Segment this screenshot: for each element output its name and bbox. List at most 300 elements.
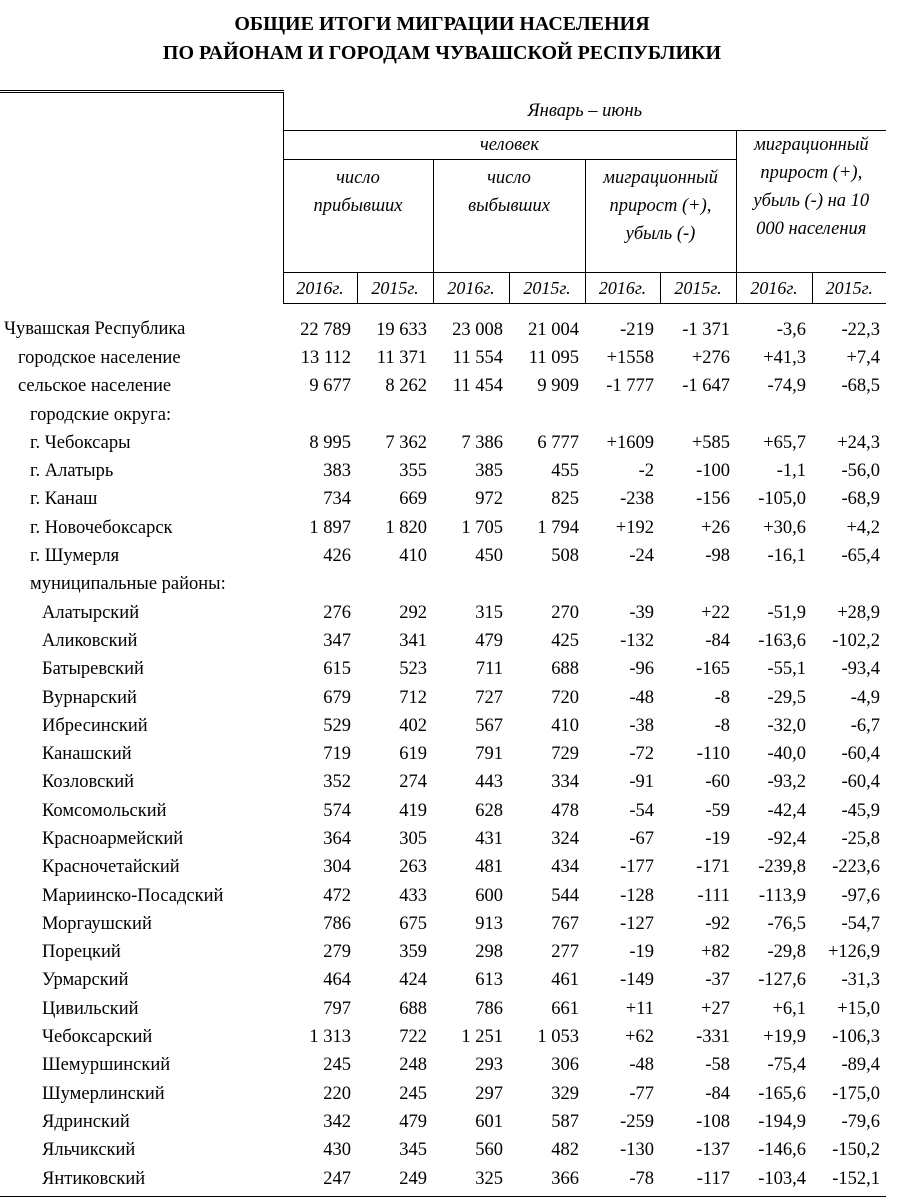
row-value: 11 454 [452,376,503,397]
row-value: -239,8 [758,857,806,878]
row-value: 9 909 [537,376,579,397]
row-value: -51,9 [767,602,806,623]
row-value: -65,4 [841,546,881,567]
row-value: 600 [475,885,503,906]
row-value: 220 [323,1083,351,1104]
row-value [283,400,357,428]
row-value: -84 [705,1083,730,1104]
row-value: 245 [399,1083,427,1104]
row-value: 274 [399,772,427,793]
row-value: -76,5 [767,913,806,934]
header-corner [0,92,283,304]
document-title [0,10,884,68]
row-value: 455 [551,461,579,482]
table-row [0,1051,886,1079]
table-row [0,910,886,938]
row-value: -165,6 [758,1083,806,1104]
row-value: 508 [551,546,579,567]
row-value: 913 [475,913,503,934]
row-value: +30,6 [763,517,806,538]
row-value: 277 [551,942,579,963]
table-row [0,825,886,853]
row-name: Янтиковский [42,1168,146,1189]
row-value: -77 [629,1083,654,1104]
header-year: 2015г. [357,272,433,303]
table-row [0,598,886,626]
row-value: +11 [625,998,654,1019]
row-value: 481 [475,857,503,878]
row-value: -91 [629,772,654,793]
row-value [660,400,736,428]
row-value: 615 [323,659,351,680]
row-value: 825 [551,489,579,510]
row-value: -60 [705,772,730,793]
row-value: 402 [399,715,427,736]
row-value: -54 [629,800,654,821]
row-value: 342 [323,1111,351,1132]
row-value: -74,9 [767,376,806,397]
row-value: 352 [323,772,351,793]
row-value: -89,4 [841,1055,881,1076]
row-value: 712 [399,687,427,708]
row-value: -22,3 [841,319,881,340]
table-row [0,303,886,344]
header-year: 2016г. [736,272,812,303]
row-name: Моргаушский [42,913,152,934]
row-value: 8 262 [385,376,427,397]
row-value: -259 [620,1111,654,1132]
row-value: -100 [696,461,730,482]
table-row [0,966,886,994]
header-period: Январь – июнь [283,92,886,131]
row-value: +19,9 [763,1027,806,1048]
row-name: г. Шумерля [30,546,120,567]
row-value: 359 [399,942,427,963]
row-value: 23 008 [452,319,503,340]
row-value: 306 [551,1055,579,1076]
row-value: -55,1 [767,659,806,680]
row-name: городское население [18,347,181,368]
row-value: -93,2 [767,772,806,793]
row-value: 279 [323,942,351,963]
table-row [0,853,886,881]
row-value: -113,9 [758,885,806,906]
row-value: -156 [696,489,730,510]
row-name: Батыревский [42,659,144,680]
row-value: -163,6 [758,630,806,651]
row-value: +82 [701,942,730,963]
row-name: Вурнарский [42,687,137,708]
row-value: -2 [638,461,654,482]
table-row [0,485,886,513]
row-value: -92 [705,913,730,934]
row-value: 734 [323,489,351,510]
row-value: 341 [399,630,427,651]
row-value: 661 [551,998,579,1019]
row-value: 472 [323,885,351,906]
row-value: +26 [701,517,730,538]
row-value: -60,4 [841,772,881,793]
row-value: -132 [620,630,654,651]
row-value: +65,7 [763,432,806,453]
row-value: -19 [629,942,654,963]
table-row [0,400,886,428]
row-value [736,400,812,428]
row-value: -78 [629,1168,654,1189]
row-name: Урмарский [42,970,129,991]
row-value: 433 [399,885,427,906]
row-value: +1609 [606,432,654,453]
row-value: -8 [714,687,730,708]
row-value: -111 [697,885,730,906]
row-value: -96 [629,659,654,680]
row-value: 461 [551,970,579,991]
row-value: 478 [551,800,579,821]
row-value: 797 [323,998,351,1019]
row-value [812,570,886,598]
row-value: 479 [475,630,503,651]
row-value: -39 [629,602,654,623]
row-value: 366 [551,1168,579,1189]
row-value: -106,3 [832,1027,881,1048]
table-row [0,995,886,1023]
row-value: 479 [399,1111,427,1132]
row-name: Ядринский [42,1111,130,1132]
table-row [0,1108,886,1136]
row-value: -175,0 [832,1083,881,1104]
table-row [0,627,886,655]
row-name: Аликовский [42,630,138,651]
row-value: 587 [551,1111,579,1132]
row-value: 276 [323,602,351,623]
table-row [0,768,886,796]
table-bottom-rule [0,1196,886,1197]
row-name: городские округа: [30,404,172,425]
row-value: -127,6 [758,970,806,991]
table-row [0,344,886,372]
row-value: 450 [475,546,503,567]
row-value: +1558 [606,347,654,368]
row-value: 688 [551,659,579,680]
row-value: 786 [475,998,503,1019]
row-value: -48 [629,687,654,708]
row-name: г. Чебоксары [30,432,131,453]
row-value: -42,4 [767,800,806,821]
header-arrived: число прибывших [283,159,433,272]
row-value: -67 [629,828,654,849]
row-value: 6 777 [537,432,579,453]
row-name: г. Канаш [30,489,98,510]
row-value: +41,3 [763,347,806,368]
row-value: 21 004 [528,319,579,340]
row-value: -29,5 [767,687,806,708]
row-value: 482 [551,1140,579,1161]
row-value: +276 [691,347,730,368]
row-value: 270 [551,602,579,623]
title-line-2: ПО РАЙОНАМ И ГОРОДАМ ЧУВАШСКОЙ РЕСПУБЛИКИ [162,42,722,64]
row-value: -93,4 [841,659,881,680]
row-value: 324 [551,828,579,849]
row-value: -194,9 [758,1111,806,1132]
row-name: Яльчикский [42,1140,136,1161]
row-value: 1 053 [537,1027,579,1048]
row-value: 560 [475,1140,503,1161]
row-value: -137 [696,1140,730,1161]
row-name: Комсомольский [42,800,167,821]
row-value: 248 [399,1055,427,1076]
row-value: 972 [475,489,503,510]
row-value: -48 [629,1055,654,1076]
row-name: Цивильский [42,998,139,1019]
row-name: муниципальные районы: [30,574,226,595]
table-row [0,429,886,457]
row-value: -1 371 [682,319,730,340]
row-value: 263 [399,857,427,878]
row-value: 345 [399,1140,427,1161]
row-value: -130 [620,1140,654,1161]
row-value: -19 [705,828,730,849]
row-value: -16,1 [767,546,806,567]
row-value [736,570,812,598]
row-value: -97,6 [841,885,881,906]
row-value: +15,0 [837,998,881,1019]
row-value: -31,3 [841,970,881,991]
row-value: 9 677 [309,376,351,397]
row-value: -177 [620,857,654,878]
row-value: 11 554 [452,347,503,368]
row-value: -59 [705,800,730,821]
row-value: +62 [625,1027,654,1048]
row-value: -149 [620,970,654,991]
row-value: -128 [620,885,654,906]
row-value: -92,4 [767,828,806,849]
header-year: 2016г. [585,272,660,303]
row-value: -29,8 [767,942,806,963]
row-value: -37 [705,970,730,991]
table-row [0,1164,886,1192]
row-name: Красноармейский [42,828,184,849]
header-year: 2015г. [660,272,736,303]
row-value: 325 [475,1168,503,1189]
table-row [0,881,886,909]
row-value: -72 [629,744,654,765]
row-name: г. Алатырь [30,461,114,482]
row-value: +6,1 [772,998,806,1019]
row-value: -105,0 [758,489,806,510]
row-value: +28,9 [837,602,881,623]
row-value: 523 [399,659,427,680]
row-value: -40,0 [767,744,806,765]
row-value: -75,4 [767,1055,806,1076]
row-value: -6,7 [850,715,881,736]
row-value: 22 789 [300,319,351,340]
row-value: -45,9 [841,800,881,821]
row-value: 544 [551,885,579,906]
row-value: -98 [705,546,730,567]
row-name: Козловский [42,772,135,793]
row-name: Ибресинский [42,715,148,736]
row-value: 383 [323,461,351,482]
row-value: -60,4 [841,744,881,765]
row-value [585,400,660,428]
row-value: 292 [399,602,427,623]
row-name: Чувашская Республика [4,319,186,340]
row-value: 669 [399,489,427,510]
row-value: 364 [323,828,351,849]
row-value: -171 [696,857,730,878]
row-value: +4,2 [846,517,881,538]
table-row [0,712,886,740]
row-value: 431 [475,828,503,849]
row-value: -84 [705,630,730,651]
header-year: 2015г. [509,272,585,303]
row-value: 13 112 [300,347,351,368]
row-value: 1 313 [309,1027,351,1048]
row-value: -1 777 [606,376,654,397]
row-value: -102,2 [832,630,881,651]
row-value: +126,9 [828,942,881,963]
row-name: Порецкий [42,942,121,963]
row-value: -1 647 [682,376,730,397]
row-value: -103,4 [758,1168,806,1189]
row-value: +192 [615,517,654,538]
header-departed: число выбывших [433,159,585,272]
row-value: 347 [323,630,351,651]
row-value: 619 [399,744,427,765]
row-value: +22 [701,602,730,623]
row-value [357,400,433,428]
row-value: 727 [475,687,503,708]
row-value: -68,5 [841,376,881,397]
table-row [0,542,886,570]
row-value: 613 [475,970,503,991]
row-value: 304 [323,857,351,878]
row-value: 767 [551,913,579,934]
table-row [0,655,886,683]
row-value: -54,7 [841,913,881,934]
table-row [0,797,886,825]
row-value: -8 [714,715,730,736]
row-value: -219 [620,319,654,340]
row-value: 8 995 [309,432,351,453]
row-value [283,570,357,598]
row-value: -152,1 [832,1168,881,1189]
row-value: 410 [551,715,579,736]
row-value: -223,6 [832,857,881,878]
row-value: -56,0 [841,461,881,482]
row-name: г. Новочебоксарск [30,517,173,538]
row-name: Канашский [42,744,132,765]
title-line-1: ОБЩИЕ ИТОГИ МИГРАЦИИ НАСЕЛЕНИЯ [234,13,650,35]
row-value: -1,1 [776,461,806,482]
row-value: 293 [475,1055,503,1076]
row-value: 688 [399,998,427,1019]
row-value: 786 [323,913,351,934]
table-row [0,372,886,400]
header-persons: человек [283,130,736,159]
row-value: 434 [551,857,579,878]
row-value: 410 [399,546,427,567]
row-value: -79,6 [841,1111,881,1132]
row-value: 11 371 [376,347,427,368]
row-value: -25,8 [841,828,881,849]
row-value: 719 [323,744,351,765]
header-rate: миграционный прирост (+), убыль (-) на 10 000 населения [736,130,886,272]
row-value: 720 [551,687,579,708]
row-value: 355 [399,461,427,482]
row-value [660,570,736,598]
row-value: 675 [399,913,427,934]
row-value: 425 [551,630,579,651]
row-value [585,570,660,598]
row-value: 567 [475,715,503,736]
row-value: 1 820 [385,517,427,538]
row-value: 722 [399,1027,427,1048]
row-value [509,400,585,428]
row-value: 574 [323,800,351,821]
row-value: 426 [323,546,351,567]
row-value: -117 [696,1168,730,1189]
row-value: 297 [475,1083,503,1104]
row-value: 245 [323,1055,351,1076]
table-row [0,938,886,966]
row-value: 419 [399,800,427,821]
table-header [0,92,886,304]
row-value: 305 [399,828,427,849]
header-year: 2015г. [812,272,886,303]
row-value [433,570,509,598]
row-name: Алатырский [42,602,140,623]
row-name: Красночетайский [42,857,180,878]
row-value: -38 [629,715,654,736]
row-value: 1 705 [461,517,503,538]
table-row [0,1080,886,1108]
row-value: -3,6 [776,319,806,340]
row-value: 385 [475,461,503,482]
row-value: 7 386 [461,432,503,453]
row-value: -150,2 [832,1140,881,1161]
row-value: -4,9 [850,687,881,708]
table-row [0,1023,886,1051]
row-value [433,400,509,428]
row-value: 298 [475,942,503,963]
row-value: -165 [696,659,730,680]
row-value: -108 [696,1111,730,1132]
row-value: 249 [399,1168,427,1189]
row-value: -32,0 [767,715,806,736]
row-value: 7 362 [385,432,427,453]
row-value: -331 [696,1027,730,1048]
row-value: +7,4 [846,347,881,368]
row-value: 443 [475,772,503,793]
row-name: Чебоксарский [42,1027,153,1048]
row-value: 464 [323,970,351,991]
row-value: 601 [475,1111,503,1132]
row-value: 315 [475,602,503,623]
row-value: 1 251 [461,1027,503,1048]
row-value: 430 [323,1140,351,1161]
table-row [0,1136,886,1164]
row-value: 529 [323,715,351,736]
row-value: 679 [323,687,351,708]
row-value: +585 [691,432,730,453]
row-value: -24 [629,546,654,567]
row-value: -127 [620,913,654,934]
row-value [509,570,585,598]
row-value: 1 897 [309,517,351,538]
header-year: 2016г. [433,272,509,303]
row-value: 247 [323,1168,351,1189]
